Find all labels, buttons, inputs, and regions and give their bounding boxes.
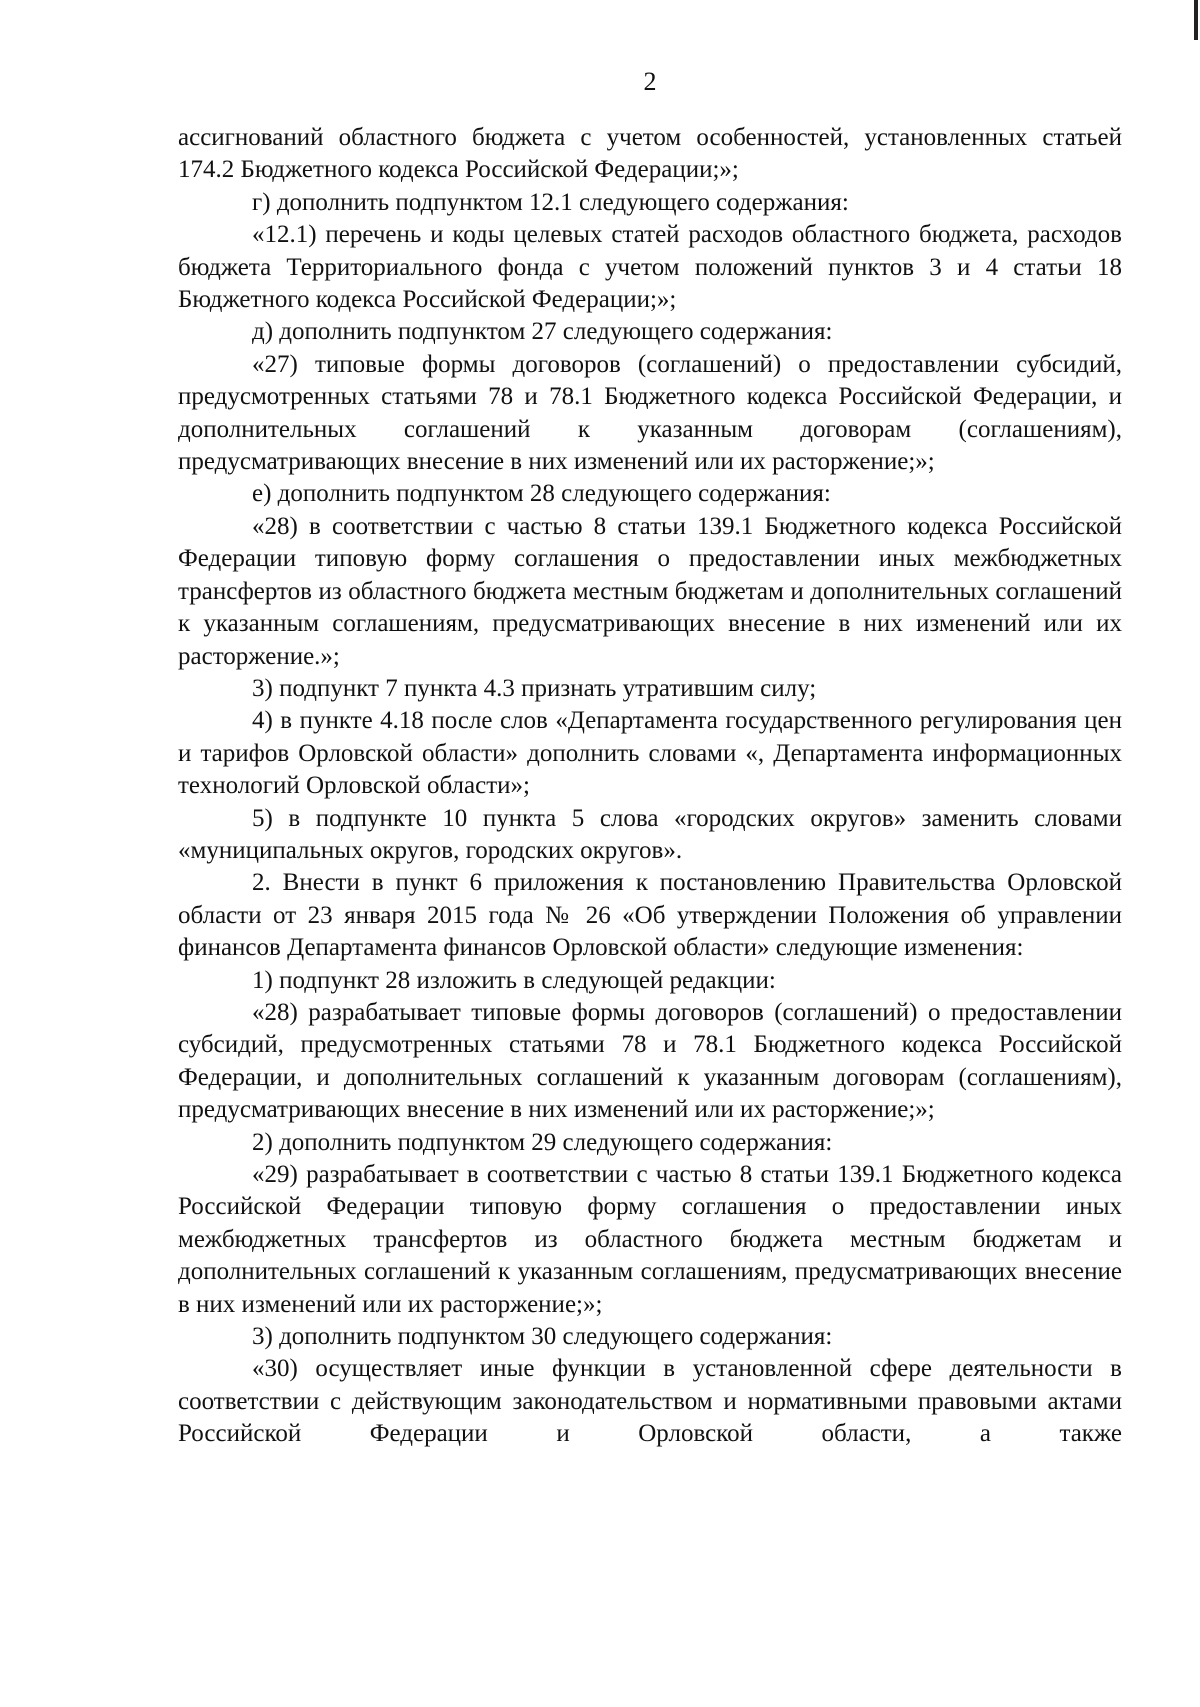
paragraph-item-1: 1) подпункт 28 изложить в следующей редакции: [252, 966, 776, 994]
paragraph-subitem-30: «30) осуществляет иные функции в установленной сфере деятельности в соответствии с действующим законодательством и нормативными правовыми актами Российской Федерации и Орловской области, а также [178, 1355, 1122, 1448]
page-number: 2 [643, 67, 657, 96]
paragraph-item-e: е) дополнить подпунктом 28 следующего содержания: [252, 480, 831, 508]
paragraph-subitem-12-1: «12.1) перечень и коды целевых статей расходов областного бюджета, расходов бюджета Территориального фонда с учетом положений пунктов 3 и 4 статьи 18 Бюджетного кодекса Российской Федерации;»; [178, 221, 1122, 314]
paragraph-item-2: 2) дополнить подпунктом 29 следующего содержания: [252, 1128, 833, 1156]
paragraph-continuation: ассигнований областного бюджета с учетом особенностей, установленных статьей 174.2 Бюджетного кодекса Российской Федерации;»; [178, 124, 1122, 184]
paragraph-item-g: г) дополнить подпунктом 12.1 следующего содержания: [252, 188, 849, 216]
paragraph-item-4: 4) в пункте 4.18 после слов «Департамента государственного регулирования цен и тарифов Орловской области» дополнить словами «, Департамента информационных технологий Орловской области»; [178, 707, 1122, 800]
paragraph-item-3-add: 3) дополнить подпунктом 30 следующего содержания: [252, 1323, 833, 1351]
paragraph-subitem-28-new: «28) разрабатывает типовые формы договоров (соглашений) о предоставлении субсидий, предусмотренных статьями 78 и 78.1 Бюджетного кодекса Российской Федерации, и дополнительных соглашений к указанным договорам (соглашениям), предусматривающих внесение в них изменений или их расторжение;»; [178, 998, 1122, 1124]
paragraph-item-3: 3) подпункт 7 пункта 4.3 признать утратившим силу; [252, 674, 817, 702]
paragraph-item-5: 5) в подпункте 10 пункта 5 слова «городских округов» заменить словами «муниципальных округов, городских округов». [178, 804, 1122, 864]
paragraph-subitem-29: «29) разрабатывает в соответствии с частью 8 статьи 139.1 Бюджетного кодекса Российской Федерации типовую форму соглашения о предоставлении иных межбюджетных трансфертов из областного бюджета местным бюджетам и дополнительных соглашений к указанным соглашениям, предусматривающих внесение в них изменений или их расторжение;»; [178, 1161, 1122, 1318]
document-body [178, 122, 1122, 1451]
scan-edge-mark [1194, 0, 1198, 40]
paragraph-section-2: 2. Внести в пункт 6 приложения к постановлению Правительства Орловской области от 23 января 2015 года № 26 «Об утверждении Положения об управлении финансов Департамента финансов Орловской области» следующие изменения: [178, 869, 1122, 962]
paragraph-item-d: д) дополнить подпунктом 27 следующего содержания: [252, 318, 833, 346]
paragraph-subitem-28: «28) в соответствии с частью 8 статьи 139.1 Бюджетного кодекса Российской Федерации типовую форму соглашения о предоставлении иных межбюджетных трансфертов из областного бюджета местным бюджетам и дополнительных соглашений к указанным соглашениям, предусматривающих внесение в них изменений или их расторжение.»; [178, 512, 1122, 670]
paragraph-subitem-27: «27) типовые формы договоров (соглашений) о предоставлении субсидий, предусмотренных статьями 78 и 78.1 Бюджетного кодекса Российской Федерации, и дополнительных соглашений к указанным договорам (соглашениям), предусматривающих внесение в них изменений или их расторжение;»; [178, 350, 1122, 476]
